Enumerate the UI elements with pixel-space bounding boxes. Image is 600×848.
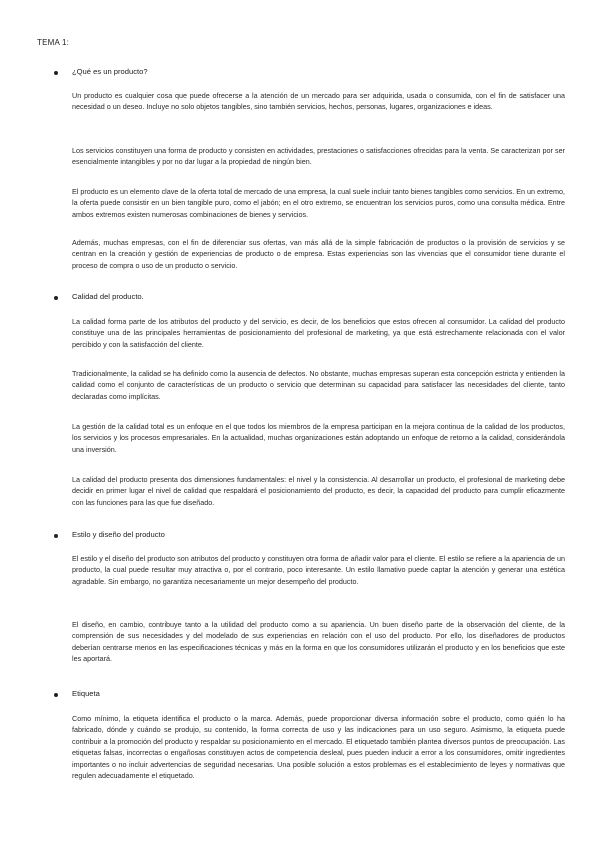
paragraph: Un producto es cualquier cosa que puede ofrecerse a la atención de un mercado para ser adquirida, usada o consumida, con el fin de satisfacer una necesidad o un deseo. Incluye no solo objetos tangibles, sino también servicios, hechos, personas, lugares, organizaciones e ideas. xyxy=(72,91,565,112)
bullet-icon xyxy=(54,693,58,697)
paragraph: El producto es un elemento clave de la oferta total de mercado de una empresa, la cual suele incluir tanto bienes tangibles como servicios. En un extremo, la oferta puede consistir en un bien tangible puro, como el jabón; en el otro extremo, se encuentran los servicios puros, como una consulta médica. Entre ambos extremos existen numerosas combinaciones de bienes y servicios. xyxy=(72,187,565,219)
paragraph: El diseño, en cambio, contribuye tanto a la utilidad del producto como a su apariencia. Un buen diseño parte de la observación del cliente, de la comprensión de sus necesidades y del modelado de sus experiencias en relación con el uso del producto. Por ello, los diseñadores de productos deberían centrarse menos en las especificaciones técnicas y más en la forma en que los consumidores utilizarán el producto y en los beneficios que este les aportará. xyxy=(72,620,565,664)
paragraph: La calidad del producto presenta dos dimensiones fundamentales: el nivel y la consistencia. Al desarrollar un producto, el profesional de marketing debe decidir en primer lugar el nivel de calidad que respaldará el posicionamiento del producto, es decir, la capacidad del producto para cumplir eficazmente con las funciones para las que fue diseñado. xyxy=(72,475,565,507)
section-heading: Etiqueta xyxy=(72,689,100,698)
section-heading: ¿Qué es un producto? xyxy=(72,67,148,76)
paragraph: Además, muchas empresas, con el fin de diferenciar sus ofertas, van más allá de la simple fabricación de productos o la provisión de servicios y se centran en la creación y gestión de experiencias de producto o de empresa. Estas experiencias son las vivencias que el consumidor tiene durante el proceso de compra o uso de un producto o servicio. xyxy=(72,238,565,270)
paragraph: La gestión de la calidad total es un enfoque en el que todos los miembros de la empresa participan en la mejora continua de la calidad de los productos, los servicios y los procesos empresariales. En la actualidad, muchas organizaciones están adoptando un enfoque de retorno a la calidad, considerándola una inversión. xyxy=(72,422,565,454)
bullet-icon xyxy=(54,296,58,300)
paragraph: Como mínimo, la etiqueta identifica el producto o la marca. Además, puede proporcionar diversa información sobre el producto, como quién lo ha fabricado, dónde y cuándo se produjo, su contenido, la forma correcta de uso y las indicaciones para un uso seguro. Asimismo, la etiqueta puede contribuir a la promoción del producto y respaldar su posicionamiento en el mercado. El etiquetado también plantea diversos puntos de preocupación. Las etiquetas falsas, incorrectas o engañosas constituyen actos de competencia desleal, pues pueden inducir a error a los consumidores, omitir ingredientes importantes o no incluir advertencias de seguridad necesarias. Una posible solución a estos problemas es el establecimiento de leyes y normativas que regulen adecuadamente el etiquetado. xyxy=(72,714,565,781)
section-heading: Estilo y diseño del producto xyxy=(72,530,165,539)
paragraph: El estilo y el diseño del producto son atributos del producto y constituyen otra forma de añadir valor para el cliente. El estilo se refiere a la apariencia de un producto, la cual puede resultar muy atractiva o, por el contrario, poco interesante. Un estilo llamativo puede captar la atención y generar una estética agradable. Sin embargo, no garantiza necesariamente un mejor desempeño del producto. xyxy=(72,554,565,586)
paragraph: Tradicionalmente, la calidad se ha definido como la ausencia de defectos. No obstante, muchas empresas superan esta concepción estricta y entienden la calidad como el conjunto de características de un producto o servicio que determinan su capacidad para satisfacer las necesidades del cliente, tanto declaradas como implícitas. xyxy=(72,369,565,401)
bullet-icon xyxy=(54,71,58,75)
paragraph: La calidad forma parte de los atributos del producto y del servicio, es decir, de los beneficios que estos ofrecen al consumidor. La calidad del producto constituye una de las principales herramientas de posicionamiento del profesional de marketing, ya que está estrechamente relacionada con el valor percibido y con la satisfacción del cliente. xyxy=(72,317,565,349)
bullet-icon xyxy=(54,534,58,538)
paragraph: Los servicios constituyen una forma de producto y consisten en actividades, prestaciones o satisfacciones ofrecidas para la venta. Se caracterizan por ser esencialmente intangibles y por no dar lugar a la propiedad de ningún bien. xyxy=(72,146,565,167)
document-title: TEMA 1: xyxy=(37,38,70,47)
section-heading: Calidad del producto. xyxy=(72,292,144,301)
